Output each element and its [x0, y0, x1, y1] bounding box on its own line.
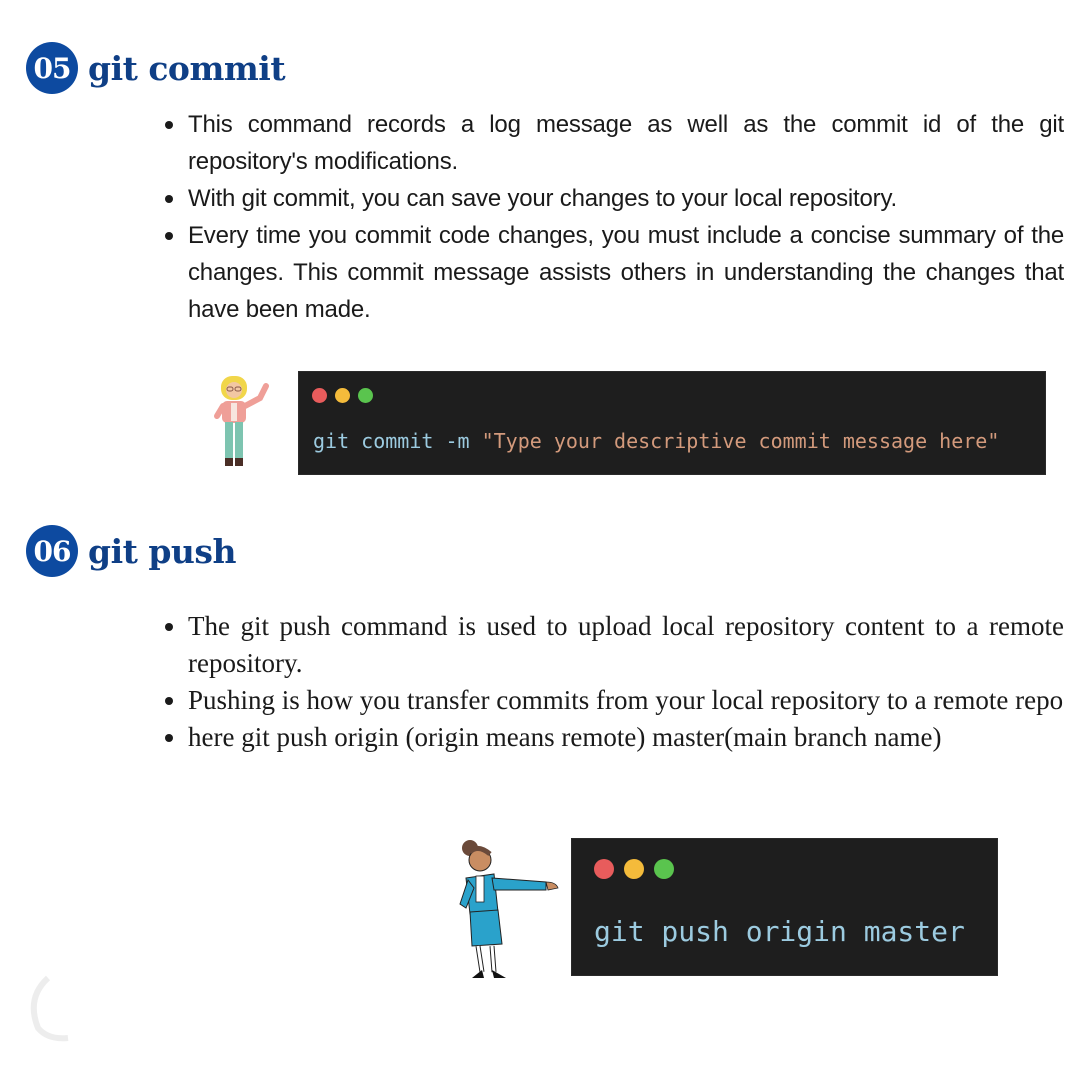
minimize-dot-icon — [624, 859, 644, 879]
minimize-dot-icon — [335, 388, 350, 403]
git-commit-bullet-list — [160, 106, 1064, 328]
section-number-badge: 05 — [26, 42, 78, 94]
bullet-item: Pushing is how you transfer commits from your local repository to a remote repo — [160, 682, 1064, 719]
command-text: git commit -m — [313, 429, 470, 453]
close-dot-icon — [594, 859, 614, 879]
code-line: git push origin master — [594, 915, 965, 948]
woman-waving-figure-icon — [210, 372, 274, 472]
maximize-dot-icon — [654, 859, 674, 879]
close-dot-icon — [312, 388, 327, 403]
window-controls — [312, 388, 373, 403]
section-06-header — [26, 525, 236, 577]
git-push-bullet-list — [160, 608, 1064, 756]
bullet-item: here git push origin (origin means remote) master(main branch name) — [160, 719, 1064, 756]
section-title: git commit — [88, 48, 286, 88]
bullet-item: Every time you commit code changes, you must include a concise summary of the changes. This commit message assists others in understanding the changes that have been made. — [160, 217, 1064, 328]
bullet-item: This command records a log message as well as the commit id of the git repository's modifications. — [160, 106, 1064, 180]
bullet-item: With git commit, you can save your changes to your local repository. — [160, 180, 1064, 217]
section-title: git push — [88, 531, 236, 571]
section-number-badge: 06 — [26, 525, 78, 577]
git-commit-terminal — [298, 371, 1046, 475]
code-line — [313, 429, 999, 453]
bullet-item: The git push command is used to upload local repository content to a remote repository. — [160, 608, 1064, 682]
commit-message-string: "Type your descriptive commit message here" — [481, 429, 1000, 453]
window-controls — [594, 859, 674, 879]
woman-pointing-figure-icon — [450, 838, 562, 983]
faint-watermark-icon — [18, 968, 108, 1048]
maximize-dot-icon — [358, 388, 373, 403]
git-push-terminal — [571, 838, 998, 976]
section-05-header — [26, 42, 285, 94]
